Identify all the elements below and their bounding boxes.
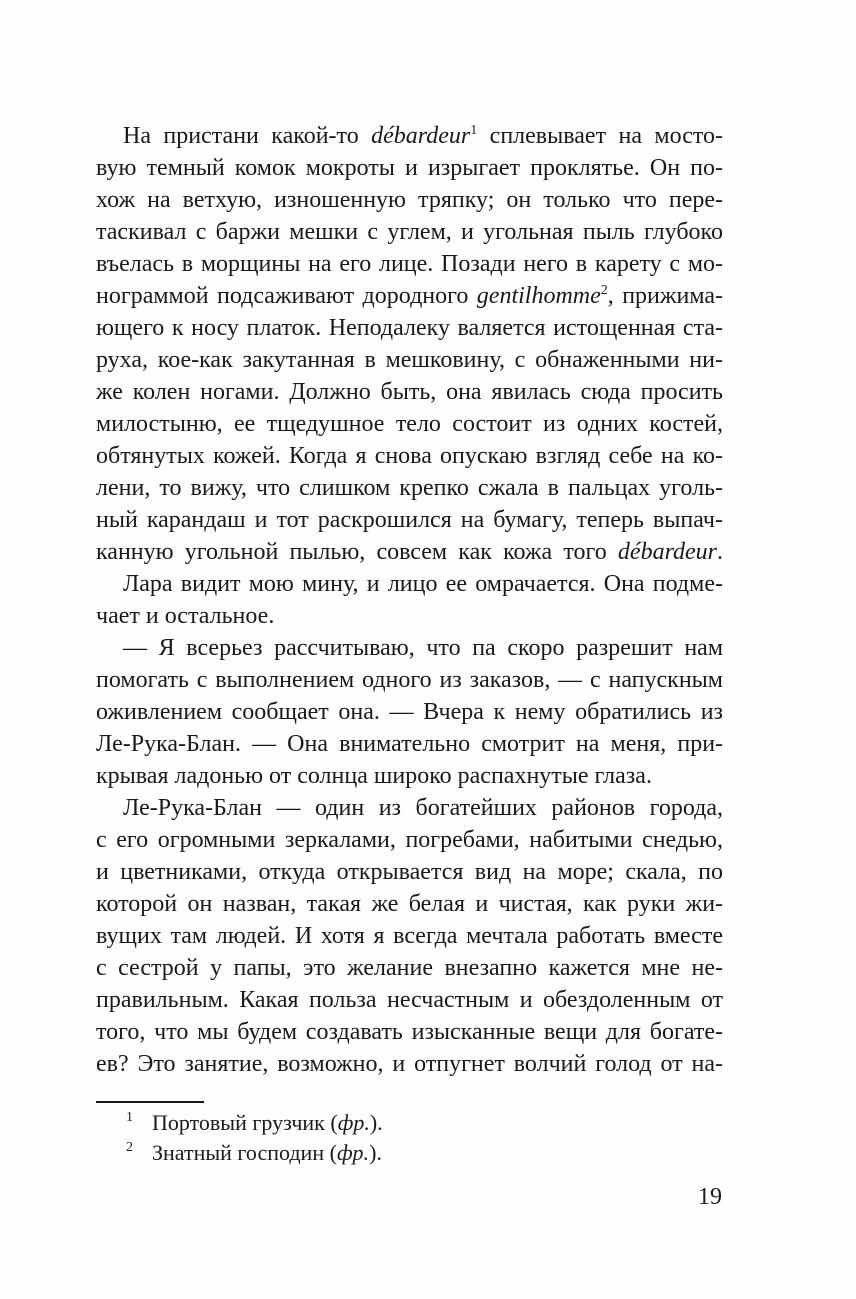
text-segment: вущих там людей. И хотя я всегда мечтала работать вместе bbox=[96, 923, 723, 949]
text-line-content bbox=[96, 856, 723, 888]
text-line bbox=[96, 952, 723, 984]
text-segment: ). bbox=[369, 1140, 382, 1165]
text-segment: Знатный господин ( bbox=[152, 1140, 337, 1165]
text-segment: На пристани какой-то bbox=[123, 123, 372, 149]
text-line bbox=[96, 600, 723, 632]
text-line bbox=[96, 792, 723, 824]
text-line-content bbox=[123, 632, 723, 664]
footnote-marker: 1 bbox=[126, 1110, 133, 1125]
footnote-reference: 2 bbox=[600, 283, 608, 298]
text-line bbox=[96, 824, 723, 856]
text-segment: лени, то вижу, что слишком крепко сжала в пальцах уголь- bbox=[96, 475, 724, 501]
text-line bbox=[96, 760, 723, 792]
text-line bbox=[96, 920, 723, 952]
footnote-separator bbox=[96, 1101, 204, 1103]
text-line-content bbox=[123, 792, 723, 824]
text-line bbox=[96, 280, 723, 312]
text-segment: правильным. Какая польза несчастным и обездоленным от bbox=[96, 987, 724, 1013]
text-line bbox=[96, 984, 723, 1016]
text-line-content bbox=[96, 344, 723, 376]
text-line bbox=[96, 696, 723, 728]
text-line-content bbox=[96, 280, 723, 312]
text-line-content bbox=[96, 760, 652, 792]
italic-foreign-word: gentilhomme bbox=[476, 283, 601, 309]
text-line-content bbox=[123, 568, 723, 600]
text-line bbox=[96, 632, 723, 664]
footnotes bbox=[96, 1108, 723, 1168]
italic-foreign-word: débardeur bbox=[371, 123, 471, 149]
text-line bbox=[96, 728, 723, 760]
text-segment: таскивал с баржи мешки с углем, и угольная пыль глубоко bbox=[96, 219, 723, 245]
text-segment: ев? Это занятие, возможно, и отпугнет волчий голод от на- bbox=[96, 1051, 723, 1077]
text-line-content bbox=[96, 248, 723, 280]
footnote bbox=[96, 1108, 723, 1138]
text-line-content bbox=[123, 120, 723, 152]
footnote bbox=[96, 1138, 723, 1168]
text-line-content bbox=[96, 1048, 723, 1080]
text-segment: . bbox=[717, 539, 724, 565]
text-line bbox=[96, 1016, 723, 1048]
text-line bbox=[96, 568, 723, 600]
text-segment: обтянутых кожей. Когда я снова опускаю взгляд себе на ко- bbox=[96, 443, 724, 469]
text-line-content bbox=[96, 184, 723, 216]
text-segment: с сестрой у папы, это желание внезапно кажется мне не- bbox=[96, 955, 723, 981]
italic-foreign-word: фр. bbox=[336, 1140, 370, 1165]
text-segment: , прижима- bbox=[607, 283, 723, 309]
text-line bbox=[96, 120, 723, 152]
page-number: 19 bbox=[698, 1184, 722, 1210]
text-line-content bbox=[96, 408, 723, 440]
text-segment: которой он назван, такая же белая и чистая, как руки жи- bbox=[96, 891, 724, 917]
text-segment: милостыню, ее тщедушное тело состоит из одних костей, bbox=[96, 411, 723, 437]
text-segment: ). bbox=[369, 1110, 383, 1135]
text-line bbox=[96, 184, 723, 216]
text-line-content bbox=[96, 536, 723, 568]
text-segment: чает и остальное. bbox=[96, 603, 275, 629]
text-line bbox=[96, 440, 723, 472]
text-line bbox=[96, 248, 723, 280]
text-line bbox=[96, 152, 723, 184]
text-line-content bbox=[96, 376, 723, 408]
text-line bbox=[96, 664, 723, 696]
text-segment: с его огромными зеркалами, погребами, набитыми снедью, bbox=[96, 827, 723, 853]
text-segment: того, что мы будем создавать изысканные вещи для богате- bbox=[96, 1019, 723, 1045]
text-line-content bbox=[96, 1016, 723, 1048]
text-segment: хож на ветхую, изношенную тряпку; он только что пере- bbox=[96, 187, 724, 213]
text-line bbox=[96, 472, 723, 504]
text-segment: Ле-Рука-Блан — один из богатейших районов города, bbox=[123, 795, 723, 821]
text-line-content bbox=[96, 664, 723, 696]
text-segment: сплевывает на мосто- bbox=[477, 123, 724, 149]
text-line bbox=[96, 856, 723, 888]
text-segment: и цветниками, откуда открывается вид на море; скала, по bbox=[96, 859, 723, 885]
text-line bbox=[96, 408, 723, 440]
text-line-content bbox=[96, 152, 723, 184]
text-line-content bbox=[96, 504, 723, 536]
text-segment: руха, кое-как закутанная в мешковину, с обнаженными ни- bbox=[96, 347, 723, 373]
text-segment: — Я всерьез рассчитываю, что па скоро разрешит нам bbox=[123, 635, 724, 661]
text-line-content bbox=[96, 696, 723, 728]
text-line bbox=[96, 1048, 723, 1080]
footnote-reference: 1 bbox=[470, 123, 478, 138]
body-text bbox=[96, 120, 723, 1080]
text-line bbox=[96, 312, 723, 344]
text-segment: нограммой подсаживают дородного bbox=[96, 283, 477, 309]
text-line-content bbox=[96, 472, 723, 504]
text-line-content bbox=[96, 824, 723, 856]
text-line-content bbox=[96, 920, 723, 952]
text-segment: ющего к носу платок. Неподалеку валяется истощенная ста- bbox=[96, 315, 723, 341]
text-line bbox=[96, 216, 723, 248]
italic-foreign-word: débardeur bbox=[617, 539, 718, 565]
text-line bbox=[96, 504, 723, 536]
text-line bbox=[96, 888, 723, 920]
text-line-content bbox=[96, 888, 723, 920]
text-line-content bbox=[96, 216, 723, 248]
text-segment: Ле-Рука-Блан. — Она внимательно смотрит на меня, при- bbox=[96, 731, 724, 757]
text-line bbox=[96, 376, 723, 408]
text-segment: въелась в морщины на его лице. Позади него в карету с мо- bbox=[96, 251, 723, 277]
text-line-content bbox=[96, 952, 723, 984]
text-segment: вую темный комок мокроты и изрыгает проклятье. Он по- bbox=[96, 155, 723, 181]
text-segment: канную угольной пылью, совсем как кожа того bbox=[96, 539, 618, 565]
text-line bbox=[96, 536, 723, 568]
text-segment: оживлением сообщает она. — Вчера к нему обратились из bbox=[96, 699, 724, 725]
text-segment: помогать с выполнением одного из заказов, — с напускным bbox=[96, 667, 723, 693]
text-segment: Лара видит мою мину, и лицо ее омрачается. Она подме- bbox=[123, 571, 723, 597]
text-line-content bbox=[96, 440, 723, 472]
text-segment: же колен ногами. Должно быть, она явилась сюда просить bbox=[96, 379, 723, 405]
text-segment: ный карандаш и тот раскрошился на бумагу, теперь выпач- bbox=[96, 507, 723, 533]
text-line-content bbox=[96, 600, 274, 632]
text-line-content bbox=[96, 728, 723, 760]
text-line-content bbox=[96, 312, 723, 344]
text-segment: Портовый грузчик ( bbox=[152, 1110, 338, 1135]
text-line bbox=[96, 344, 723, 376]
text-segment: крывая ладонью от солнца широко распахнутые глаза. bbox=[96, 763, 652, 789]
text-line-content bbox=[96, 984, 723, 1016]
footnote-marker: 2 bbox=[126, 1140, 133, 1155]
italic-foreign-word: фр. bbox=[337, 1110, 370, 1135]
